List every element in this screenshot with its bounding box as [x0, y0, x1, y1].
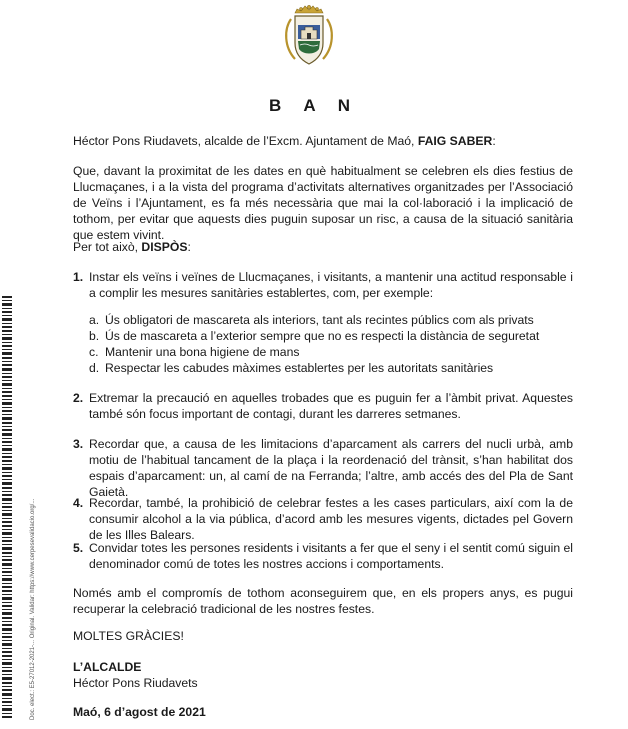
closing-paragraph: Només amb el compromís de tothom aconseguirem que, en els propers anys, es pugui recuperar la celebració tradicional de les nostres festes.: [73, 586, 573, 616]
list-item-3: [73, 436, 573, 500]
item-number: 5.: [73, 541, 84, 555]
item-number: 3.: [73, 437, 84, 451]
item-text: Extremar la precaució en aquelles trobades que es puguin fer a l’àmbit privat. Aquestes també són focus important de contagi, durant les darreres setmanes.: [89, 391, 573, 421]
faig-saber-label: FAIG SABER: [417, 134, 493, 148]
validation-text: Doc. elect.: E5-27012-2021-... Original. Validar: https://www.cerpesevalidacio.org/...: [30, 498, 36, 720]
item-text: Convidar totes les persones residents i visitants a fer que el seny i el sentit comú siguin el denominador comú de totes les nostres accions i comportaments.: [89, 541, 573, 571]
item-number: 2.: [73, 391, 84, 405]
context-paragraph: Que, davant la proximitat de les dates en què habitualment se celebren els dies festius de Llucmaçanes, i a la vista del programa d’activitats alternatives organitzades per l’Associació de Veïns i l’Ajuntament, es fa més necessària que mai la col·laboració i la implicació de tothom, per evitar que aquests dies puguin suposar un risc, a causa de la situació sanitària que estem vivint.: [73, 164, 573, 242]
signature-name: Héctor Pons Riudavets: [73, 676, 198, 690]
list-item-4: [73, 495, 573, 543]
document-body: [73, 0, 573, 729]
item-text: Recordar, també, la prohibició de celebrar festes a les cases particulars, així com la de consumir alcohol a la via pública, d’acord amb les mesures vigents, dictades pel Govern de les Illes Balears.: [89, 496, 573, 542]
document-title: B A N: [268, 96, 359, 115]
sub-item-c: c. Mantenir una bona higiene de mans: [89, 345, 300, 359]
item-number: 1.: [73, 270, 84, 284]
document-date: Maó, 6 d’agost de 2021: [73, 705, 206, 719]
item-text: Instar els veïns i veïnes de Llucmaçanes, i visitants, a mantenir una actitud responsable i a complir les mesures sanitàries establertes, com, per exemple:: [89, 270, 573, 300]
dispos-label: DISPÒS: [141, 240, 188, 254]
sub-item-a: a. Ús obligatori de mascareta als interiors, tant als recintes públics com als privats: [89, 313, 534, 327]
item-text: Recordar que, a causa de les limitacions d’aparcament als carrers del nucli urbà, amb motiu de l’habitual tancament de la plaça i la reordenació del trànsit, s’han habilitat dos espais d’aparcament: un, al camí de na Ferranda; l’altre, amb accés des del Pla de Sant Gaietà.: [89, 437, 573, 499]
signature-role: L’ALCALDE: [73, 660, 142, 674]
sub-item-b: b. Ús de mascareta a l’exterior sempre que no es respecti la distància de seguretat: [89, 329, 540, 343]
list-item-5: [73, 540, 573, 572]
list-item-1: [73, 269, 573, 301]
list-item-2: [73, 390, 573, 422]
thanks-line: MOLTES GRÀCIES!: [73, 629, 184, 643]
barcode-strip: [2, 296, 24, 721]
sub-item-d: d. Respectar les cabudes màximes establertes per les autoritats sanitàries: [89, 361, 494, 375]
intro-paragraph: Héctor Pons Riudavets, alcalde de l’Excm. Ajuntament de Maó, FAIG SABER:: [73, 134, 496, 148]
dispos-line: Per tot això, DISPÒS:: [73, 240, 191, 254]
item-number: 4.: [73, 496, 84, 510]
